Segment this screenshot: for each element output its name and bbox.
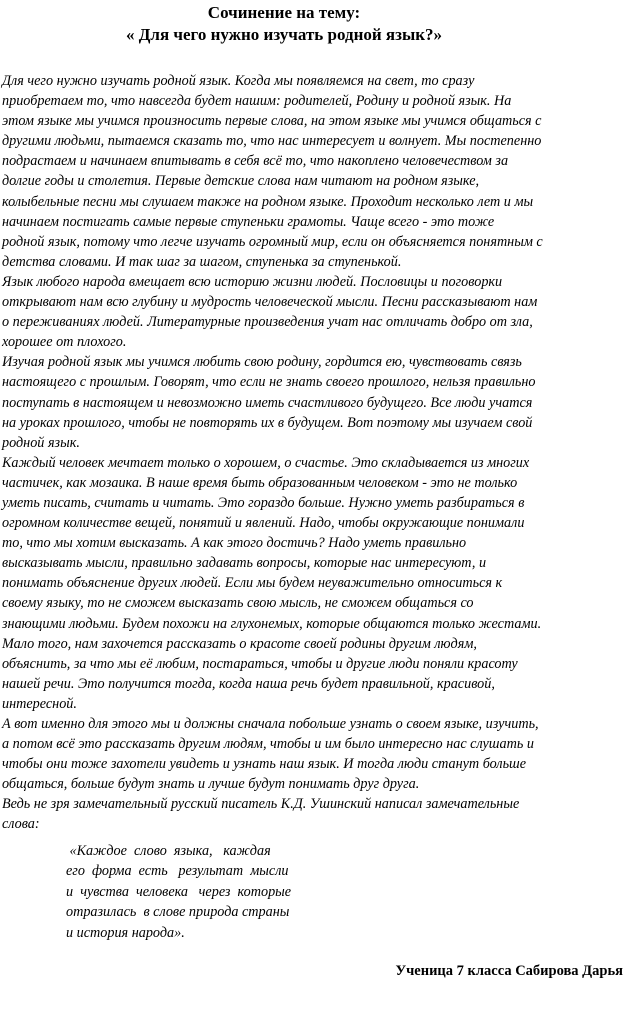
body-text-line: Язык любого народа вмещает всю историю жизни людей. Пословицы и поговорки [2, 273, 503, 290]
body-text-line: открывают нам всю глубину и мудрость человеческой мысли. Песни рассказывают нам [2, 294, 538, 311]
body-text-line: нашей речи. Это получится тогда, когда наша речь будет правильной, красивой, [2, 675, 495, 692]
body-text-line: то, что мы хотим высказать. А как этого достичь? Надо уметь правильно [2, 535, 467, 552]
body-text-line: другими людьми, пытаемся сказать то, что нас интересует и волнует. Мы постепенно [2, 133, 542, 150]
body-text-line: о переживаниях людей. Литературные произведения учат нас отличать добро от зла, [2, 314, 533, 331]
essay-body [2, 71, 624, 835]
body-text-line: настоящего с прошлым. Говорят, что если не знать своего прошлого, нельзя правильно [2, 374, 536, 391]
ushinsky-quote [66, 841, 291, 943]
body-text-line: объяснить, за что мы её любим, постараться, чтобы и другие люди поняли красоту [2, 655, 518, 672]
body-text-line: Мало того, нам захочется рассказать о красоте своей родины другим людям, [2, 635, 477, 652]
body-text-line: колыбельные песни мы слушаем также на родном языке. Проходит несколько лет и мы [2, 193, 534, 210]
body-text-line: огромном количестве вещей, понятий и явлений. Надо, чтобы окружающие понимали [2, 515, 525, 532]
body-text-line: высказывать мысли, правильно задавать вопросы, которые нас интересуют, и [2, 555, 487, 572]
body-text-line: на уроках прошлого, чтобы не повторять их в будущем. Вот поэтому мы изучаем свой [2, 414, 533, 431]
essay-title-line-1: Сочинение на тему: [207, 3, 361, 22]
body-text-line: хорошее от плохого. [2, 334, 127, 351]
quote-line: «Каждое слово языка, каждая [66, 843, 271, 859]
quote-line: отразилась в слове природа страны [66, 904, 290, 921]
body-text-line: этом языке мы учимся произносить первые слова, на этом языке мы учимся общаться с [2, 113, 542, 130]
body-text-line: слова: [2, 816, 40, 833]
body-text-line: начинаем постигать самые первые ступеньки грамоты. Чаще всего - это тоже [2, 213, 495, 230]
author-signature: Ученица 7 класса Сабирова Дарья [395, 963, 623, 979]
body-text-line: А вот именно для этого мы и должны сначала побольше узнать о своем языке, изучить, [2, 716, 539, 732]
body-text-line: а потом всё это рассказать другим людям, чтобы и им было интересно нас слушать и [2, 736, 534, 753]
body-text-line: частичек, как мозаика. В наше время быть образованным человеком - это не только [2, 474, 518, 491]
body-text-line: Изучая родной язык мы учимся любить свою родину, гордится ею, чувствовать связь [2, 354, 522, 371]
body-text-line: родной язык, потому что легче изучать огромный мир, если он объясняется понятным с [2, 233, 543, 250]
body-text-line: приобретаем то, что навсегда будет нашим: родителей, Родину и родной язык. На [2, 93, 512, 110]
body-text-line: своему языку, то не сможем высказать свою мысль, не сможем общаться со [2, 595, 474, 612]
body-text-line: Каждый человек мечтает только о хорошем, о счастье. Это складывается из многих [2, 454, 530, 471]
body-text-line: Ведь не зря замечательный русский писатель К.Д. Ушинский написал замечательные [2, 796, 520, 813]
body-text-line: интересной. [2, 695, 77, 712]
essay-title-line-2: « Для чего нужно изучать родной язык?» [125, 25, 443, 44]
quote-line: и история народа». [66, 924, 185, 941]
body-text-line: Для чего нужно изучать родной язык. Когда мы появляемся на свет, то сразу [2, 73, 475, 89]
body-text-line: знающими людьми. Будем похожи на глухонемых, которые общаются только жестами. [2, 615, 542, 632]
body-text-line: детства словами. И так шаг за шагом, ступенька за ступенькой. [2, 253, 402, 270]
body-text-line: поступать в настоящем и невозможно иметь счастливого будущего. Все люди учатся [2, 394, 533, 411]
body-text-line: долгие годы и столетия. Первые детские слова нам читают на родном языке, [2, 173, 480, 190]
body-text-line: понимать объяснение других людей. Если мы будем неуважительно относиться к [2, 575, 503, 592]
body-text-line: общаться, больше будут знать и лучше будут понимать друг друга. [2, 776, 420, 793]
quote-line: и чувства человека через которые [66, 883, 292, 900]
body-text-line: чтобы они тоже захотели увидеть и узнать наш язык. И тогда люди станут больше [2, 756, 527, 773]
body-text-line: подрастаем и начинаем впитывать в себя всё то, что накоплено человечеством за [2, 153, 509, 170]
quote-line: его форма есть результат мысли [66, 863, 289, 880]
body-text-line: уметь писать, считать и читать. Это гораздо больше. Нужно уметь разбираться в [2, 494, 525, 511]
body-text-line: родной язык. [2, 434, 80, 451]
